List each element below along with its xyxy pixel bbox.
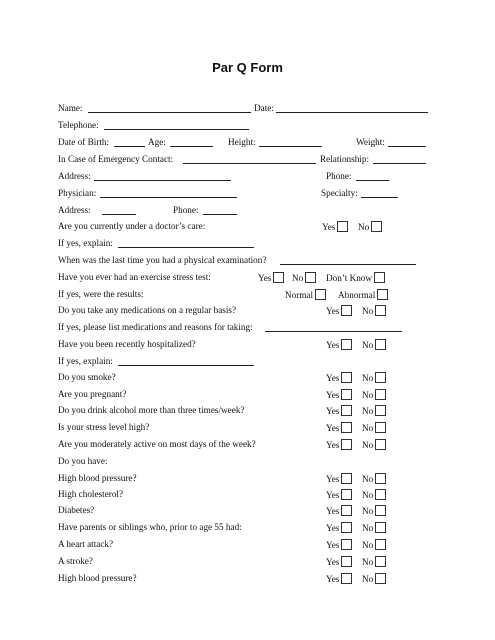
no-option[interactable]: No xyxy=(358,221,382,232)
row-last-exam xyxy=(58,253,430,269)
row-physician xyxy=(58,186,430,202)
relationship-field[interactable] xyxy=(373,154,426,164)
no-option[interactable]: No xyxy=(362,556,386,567)
emergency-field[interactable] xyxy=(183,154,316,164)
row-alcohol xyxy=(58,403,430,419)
name-field[interactable] xyxy=(88,103,251,113)
yes-option[interactable]: Yes xyxy=(326,539,352,550)
abnormal-checkbox[interactable] xyxy=(377,289,388,300)
yes-checkbox[interactable] xyxy=(341,556,352,567)
yes-checkbox[interactable] xyxy=(341,573,352,584)
yes-checkbox[interactable] xyxy=(341,439,352,450)
row-medications xyxy=(58,303,430,319)
yes-checkbox[interactable] xyxy=(341,422,352,433)
no-checkbox[interactable] xyxy=(375,405,386,416)
row-stroke xyxy=(58,554,430,570)
no-option[interactable]: No xyxy=(362,489,386,500)
question-stroke: A stroke? xyxy=(58,556,93,566)
row-parents-siblings xyxy=(58,520,430,536)
no-option[interactable]: No xyxy=(362,539,386,550)
yes-option[interactable]: Yes xyxy=(326,505,352,516)
no-checkbox[interactable] xyxy=(375,422,386,433)
row-emergency xyxy=(58,152,430,168)
yes-option[interactable]: Yes xyxy=(326,489,352,500)
no-option[interactable]: No xyxy=(362,389,386,400)
no-option[interactable]: No xyxy=(292,272,316,283)
no-checkbox[interactable] xyxy=(375,473,386,484)
name-label: Name: xyxy=(58,103,83,113)
row-stress-test xyxy=(58,270,430,286)
physician-field[interactable] xyxy=(100,188,237,198)
row-diabetes xyxy=(58,503,430,519)
yes-checkbox[interactable] xyxy=(341,405,352,416)
question-smoke: Do you smoke? xyxy=(58,372,116,382)
weight-field[interactable] xyxy=(388,137,426,147)
yes-option[interactable]: Yes xyxy=(326,389,352,400)
no-option[interactable]: No xyxy=(362,372,386,383)
row-dob-age-height-weight xyxy=(58,135,430,151)
telephone-label: Telephone: xyxy=(58,120,99,130)
yes-option[interactable]: Yes xyxy=(326,339,352,350)
telephone-field[interactable] xyxy=(104,120,249,130)
dob-field[interactable] xyxy=(114,137,145,147)
specialty-field[interactable] xyxy=(361,188,398,198)
yes-option[interactable]: Yes xyxy=(326,439,352,450)
last-exam-field[interactable] xyxy=(280,255,416,265)
no-option[interactable]: No xyxy=(362,439,386,450)
yes-checkbox[interactable] xyxy=(341,489,352,500)
no-checkbox[interactable] xyxy=(375,489,386,500)
no-option[interactable]: No xyxy=(362,505,386,516)
phone-field[interactable] xyxy=(356,171,389,181)
row-physician-address xyxy=(58,203,430,219)
question-cholesterol: High cholesterol? xyxy=(58,489,124,499)
question-stress-level: Is your stress level high? xyxy=(58,422,150,432)
no-checkbox[interactable] xyxy=(375,573,386,584)
yes-option[interactable]: Yes xyxy=(326,556,352,567)
yes-checkbox[interactable] xyxy=(341,339,352,350)
no-checkbox[interactable] xyxy=(305,272,316,283)
question-diabetes: Diabetes? xyxy=(58,505,95,515)
question-list-meds: If yes, please list medications and reasons for taking: xyxy=(58,322,253,332)
physician-phone-label: Phone: xyxy=(173,205,199,215)
address-label: Address: xyxy=(58,171,91,181)
weight-label: Weight: xyxy=(356,137,385,147)
list-meds-field[interactable] xyxy=(265,322,402,332)
question-medications: Do you take any medications on a regular basis? xyxy=(58,305,237,315)
yes-checkbox[interactable] xyxy=(341,372,352,383)
age-label: Age: xyxy=(148,137,166,147)
no-checkbox[interactable] xyxy=(375,439,386,450)
physician-address-field[interactable] xyxy=(102,205,136,215)
yes-option[interactable]: Yes xyxy=(326,305,352,316)
yes-checkbox[interactable] xyxy=(337,221,348,232)
question-doctor-care: Are you currently under a doctor’s care: xyxy=(58,221,206,231)
height-label: Height: xyxy=(228,137,256,147)
height-field[interactable] xyxy=(259,137,322,147)
dont-know-option[interactable]: Don’t Know xyxy=(326,272,385,283)
normal-checkbox[interactable] xyxy=(315,289,326,300)
question-last-exam: When was the last time you had a physical examination? xyxy=(58,255,267,265)
yes-checkbox[interactable] xyxy=(341,473,352,484)
question-heart-attack: A heart attack? xyxy=(58,539,114,549)
phone-label: Phone: xyxy=(326,171,352,181)
row-smoke xyxy=(58,370,430,386)
yes-option[interactable]: Yes xyxy=(326,573,352,584)
row-blood-pressure-2 xyxy=(58,571,430,587)
question-active: Are you moderately active on most days of the week? xyxy=(58,439,256,449)
no-checkbox[interactable] xyxy=(375,339,386,350)
no-option[interactable]: No xyxy=(362,573,386,584)
no-checkbox[interactable] xyxy=(375,305,386,316)
physician-label: Physician: xyxy=(58,188,97,198)
explain-label-2: If yes, explain: xyxy=(58,356,113,366)
row-stress-level xyxy=(58,420,430,436)
question-blood-pressure-2: High blood pressure? xyxy=(58,573,137,583)
dont-know-checkbox[interactable] xyxy=(374,272,385,283)
no-checkbox[interactable] xyxy=(375,539,386,550)
no-option[interactable]: No xyxy=(362,522,386,533)
yes-checkbox[interactable] xyxy=(341,539,352,550)
question-stress-test: Have you ever had an exercise stress test: xyxy=(58,272,211,282)
address-field[interactable] xyxy=(94,171,231,181)
age-field[interactable] xyxy=(170,137,213,147)
row-pregnant xyxy=(58,387,430,403)
explain-label-1: If yes, explain: xyxy=(58,238,113,248)
row-name-date xyxy=(58,101,430,117)
question-alcohol: Do you drink alcohol more than three times/week? xyxy=(58,405,245,415)
no-option[interactable]: No xyxy=(362,473,386,484)
row-results xyxy=(58,287,430,303)
no-option[interactable]: No xyxy=(362,422,386,433)
yes-option[interactable]: Yes xyxy=(326,405,352,416)
yes-checkbox[interactable] xyxy=(341,522,352,533)
row-active xyxy=(58,437,430,453)
question-parents-siblings: Have parents or siblings who, prior to age 55 had: xyxy=(58,522,242,532)
yes-option[interactable]: Yes xyxy=(258,272,284,283)
question-blood-pressure-1: High blood pressure? xyxy=(58,473,137,483)
yes-checkbox[interactable] xyxy=(273,272,284,283)
physician-address-label: Address: xyxy=(58,205,91,215)
yes-checkbox[interactable] xyxy=(341,389,352,400)
no-option[interactable]: No xyxy=(362,305,386,316)
row-address-phone xyxy=(58,169,430,185)
yes-option[interactable]: Yes xyxy=(326,422,352,433)
no-checkbox[interactable] xyxy=(375,522,386,533)
row-hospitalized xyxy=(58,337,430,353)
yes-option[interactable]: Yes xyxy=(326,372,352,383)
physician-phone-field[interactable] xyxy=(203,205,237,215)
specialty-label: Specialty: xyxy=(321,188,358,198)
yes-checkbox[interactable] xyxy=(341,505,352,516)
normal-option[interactable]: Normal xyxy=(285,289,326,300)
abnormal-option[interactable]: Abnormal xyxy=(338,289,388,300)
question-results: If yes, were the results: xyxy=(58,289,144,299)
relationship-label: Relationship: xyxy=(320,154,369,164)
row-heart-attack xyxy=(58,537,430,553)
row-blood-pressure-1 xyxy=(58,471,430,487)
dob-label: Date of Birth: xyxy=(58,137,110,147)
date-field[interactable] xyxy=(276,103,428,113)
form-title: Par Q Form xyxy=(212,60,283,75)
yes-checkbox[interactable] xyxy=(341,305,352,316)
question-pregnant: Are you pregnant? xyxy=(58,389,127,399)
row-doctor-care xyxy=(58,219,430,235)
no-checkbox[interactable] xyxy=(375,372,386,383)
explain-field-2[interactable] xyxy=(118,356,254,366)
no-checkbox[interactable] xyxy=(375,389,386,400)
row-cholesterol xyxy=(58,487,430,503)
no-checkbox[interactable] xyxy=(375,505,386,516)
no-option[interactable]: No xyxy=(362,405,386,416)
row-explain-2 xyxy=(58,354,430,370)
no-checkbox[interactable] xyxy=(375,556,386,567)
yes-option[interactable]: Yes xyxy=(326,473,352,484)
emergency-label: In Case of Emergency Contact: xyxy=(58,154,174,164)
row-telephone xyxy=(58,118,430,134)
question-do-you-have: Do you have: xyxy=(58,456,108,466)
row-explain-1 xyxy=(58,236,430,252)
no-option[interactable]: No xyxy=(362,339,386,350)
date-label: Date: xyxy=(254,103,274,113)
yes-option[interactable]: Yes xyxy=(322,221,348,232)
no-checkbox[interactable] xyxy=(371,221,382,232)
row-list-meds xyxy=(58,320,430,336)
yes-option[interactable]: Yes xyxy=(326,522,352,533)
row-do-you-have xyxy=(58,454,430,470)
explain-field-1[interactable] xyxy=(118,238,254,248)
question-hospitalized: Have you been recently hospitalized? xyxy=(58,339,196,349)
